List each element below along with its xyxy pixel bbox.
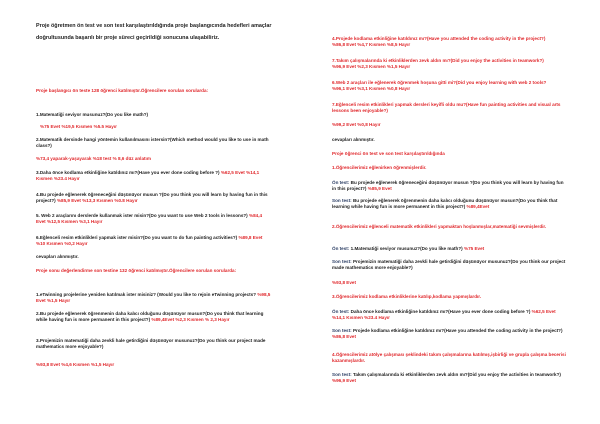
c4-posttest-label: Son test: (332, 372, 352, 377)
pre-question-2: 2.Matematik dersinde hangi yöntemin kullanılmasını istersin?(Which method would you like to use in math class?) (36, 137, 269, 148)
c1-posttest-label: Son test: (332, 198, 352, 203)
post-question-3: 3.Projemizin matematiği daha zevkli hale getirdiğini düşünüyor musunuz?(Do you think our project made mathematics more enjoyable?) (36, 338, 266, 349)
post-answer-7b: %99,2 Evet %0,8 Hayır (332, 122, 381, 127)
pre-question-3: 3.Daha önce kodlama etkinliğine katıldınız mı?(Have you ever done coding before ?) (36, 170, 220, 175)
post-question-6: 6.Web 2 araçları ile eğlenerek öğrenmek hoşuna gitti mi?(Did you enjoy learning with web 2 tools? (332, 80, 547, 85)
c2-posttest-answer: %93,8 Evet (332, 280, 357, 285)
c1-posttest-answer: %89,4Evet (466, 203, 490, 209)
c3-posttest-answer: %86,8 Evet (332, 333, 357, 339)
post-item-4 (332, 36, 568, 47)
post-question-7: 7.Takım çalışmalarında ki etkinliklerden zevk aldın mı?(Did you enjoy the activities in teamwork?) (332, 58, 544, 63)
c3-pretest (332, 309, 568, 320)
intro-paragraph: Proje öğretmen ön test ve son test karşılaştırıldığında proje başlangıcında hedefleri amaçlar doğrultusunda başarılı bir proje süreci geçirildiği sonucuna ulaşabiliriz. (36, 23, 272, 41)
pre-question-1: 1.Matematiği seviyor musunuz?(Do you like math?) (36, 112, 149, 117)
post-item-2 (36, 311, 272, 322)
c1-posttest (332, 198, 568, 209)
post-answer-7: %96,9 Evet %2,3 Kısmen %1,5 Hayır (332, 63, 411, 69)
pre-received: cevapları alınmıştır. (36, 254, 79, 259)
post-answer-4: %86,8 Evet %4,7 Kısmen %8,5 Hayır (332, 41, 411, 47)
c1-posttest-question: Bu projede eğlenerek öğrenmenin daha kalıcı olduğunu düşünüyor musun?(Do you think that learning while having fun is more permanent in this project?) (332, 198, 558, 209)
c4-posttest-answer: %96,9 Evet (332, 377, 357, 383)
post-question-7b: 7.Eğlenceli resim etkinlikleri yapmak dersleri keyifli oldu mu?(Have fun painting activities and visual arts lessons been enjoyable?) (332, 102, 561, 113)
pre-answer-2: %73,4 yaparak-yaşayarak %18 test % 8,6 düz anlatım (36, 156, 151, 161)
post-item-7 (332, 58, 568, 69)
c1-pretest-label: Ön test: (332, 180, 350, 185)
conclusion-2: 2.Öğrencilerimiz eğlenceli matematik etkinlikleri yapmaktan hoşlanmışlar,matematiği sevmişlerdir. (332, 224, 547, 229)
pre-answer-1: %75 Evet %19,5 Kısmen %5.5 Hayır (40, 124, 117, 129)
c2-pretest (332, 246, 568, 252)
c2-posttest-question: Projemizin matematiği daha zevkli hale getirdiğini düşünüyor musunuz?(Do you think our project made mathematics more enjoyable?) (332, 259, 566, 270)
pretest-heading: Proje başlangıcı ön teste 128 öğrenci katılmıştır.Öğrencilere sorulan sorularda: (36, 88, 209, 93)
c1-pretest-question: Bu projede eğlenerek öğreneceğini düşünüyor musun ?(Do you think you will learn by having fun in this project?) (332, 180, 564, 191)
c3-pretest-answer: %62,5 Evet %14,1 Kısmen %23.4 Hayır (332, 309, 556, 320)
c2-posttest-label: Son test: (332, 259, 352, 264)
conclusion-3: 3.Öğrencilerimiz kodlama etkinliklerine katılıp,kodlama yapmışlardır. (332, 294, 482, 299)
pre-item-3 (36, 170, 272, 181)
post-question-4: 4.Projede kodlama etkinliğine katıldınız mı?(Have you attended the coding activity in the project?) (332, 36, 546, 41)
c1-pretest-answer: %85,9 Evet (367, 185, 392, 191)
pre-item-5 (36, 213, 272, 224)
c2-posttest (332, 259, 568, 270)
c3-posttest-label: Son test: (332, 328, 352, 333)
post-question-1: 1.eTwinning projelerine yeniden katılmak ister misiniz? (Would you like to rejoin eTwinning projects? (36, 292, 257, 297)
conclusion-1: 1.Öğrencilerimiz eğlenirken öğrenmişlerdir. (332, 165, 427, 170)
pre-question-4: 4.Bu projede eğlenerek öğreneceğini düşünüyor musun ?(Do you think you will learn by having fun in this project?) (36, 192, 268, 203)
c3-pretest-label: Ön test: (332, 309, 350, 314)
c2-pretest-question: 1.Matematiği seviyor musunuz?(Do you like math?) (350, 246, 463, 251)
pre-answer-6: %89,8 Evet %10 Kısmen %0,2 Hayır (36, 235, 263, 246)
post-item-1 (36, 292, 272, 303)
c2-pretest-answer: %75 Evet (463, 246, 485, 251)
pre-answer-4: %85,9 Evet %13,3 Kısmen %0.8 Hayır (56, 197, 138, 203)
post-question-2: 2.Bu projede eğlenerek öğrenmenin daha kalıcı olduğunu düşünüyor musun?(Do you think that learning while having fun is more permanent in this project?) (36, 311, 264, 322)
c3-posttest (332, 328, 568, 339)
c3-pretest-question: Daha önce kodlama etkinliğine katıldınız mı?(Have you ever done coding before ?) (350, 309, 531, 314)
c2-pretest-label: Ön test: (332, 246, 350, 251)
post-answer-6: %96,1 Evet %3,1 Kısmen %0,8 Hayır (332, 85, 411, 91)
c4-posttest (332, 372, 568, 383)
pre-answer-5: %84,4 Evet %12,5 Kısmen %3,1 Hayır (36, 213, 263, 224)
post-answer-1: %98,5 Evet %1,5 Hayır (36, 292, 271, 303)
c4-posttest-question: Takım çalışmalarında ki etkinliklerden zevk aldın mı?(Did you enjoy the activities in teamwork?) (352, 372, 561, 377)
pre-item-4 (36, 192, 272, 203)
comparison-heading: Proje öğrenci ön test ve son test karşılaştırıldığında (332, 151, 445, 156)
pre-item-6 (36, 235, 272, 246)
conclusion-4: 4.Öğrencilerimiz atölye çalışması şeklindeki takım çalışmalarına katılmış,işbirliği ve grupla çalışma becerisi kazanmışlardır. (332, 352, 566, 363)
post-item-6 (332, 80, 568, 91)
post-answer-2: %89,4Evet %2,3 Kısmen % 2,3 Hayır (151, 316, 230, 322)
post-answer-3: %93,8 Evet %4,6 Kısmen %1,5 Hayır (36, 362, 115, 367)
c1-pretest (332, 180, 568, 191)
post-received: cevapları alınmıştır. (332, 137, 375, 142)
pre-question-6: 6.Eğlenceli resim etkinlikleri yapmak ister misin?(Do you want to do fun painting activities?) (36, 235, 238, 240)
posttest-heading: Proje sonu değerlendirme son testine 132 öğrenci katılmıştır.Öğrencilere sorulan sorularda: (36, 268, 237, 273)
c3-posttest-question: Projede kodlama etkinliğine katıldınız mı?(Have you attended the coding activity in the project?) (352, 328, 563, 333)
pre-answer-3: %62,5 Evet %14,1 Kısmen %23.4 Hayır (36, 170, 260, 181)
pre-question-5: 5. Web 2 araçlarını derslerde kullanmak ister misin?(Do you want to use Web 2 tools in lessons?) (36, 213, 248, 218)
